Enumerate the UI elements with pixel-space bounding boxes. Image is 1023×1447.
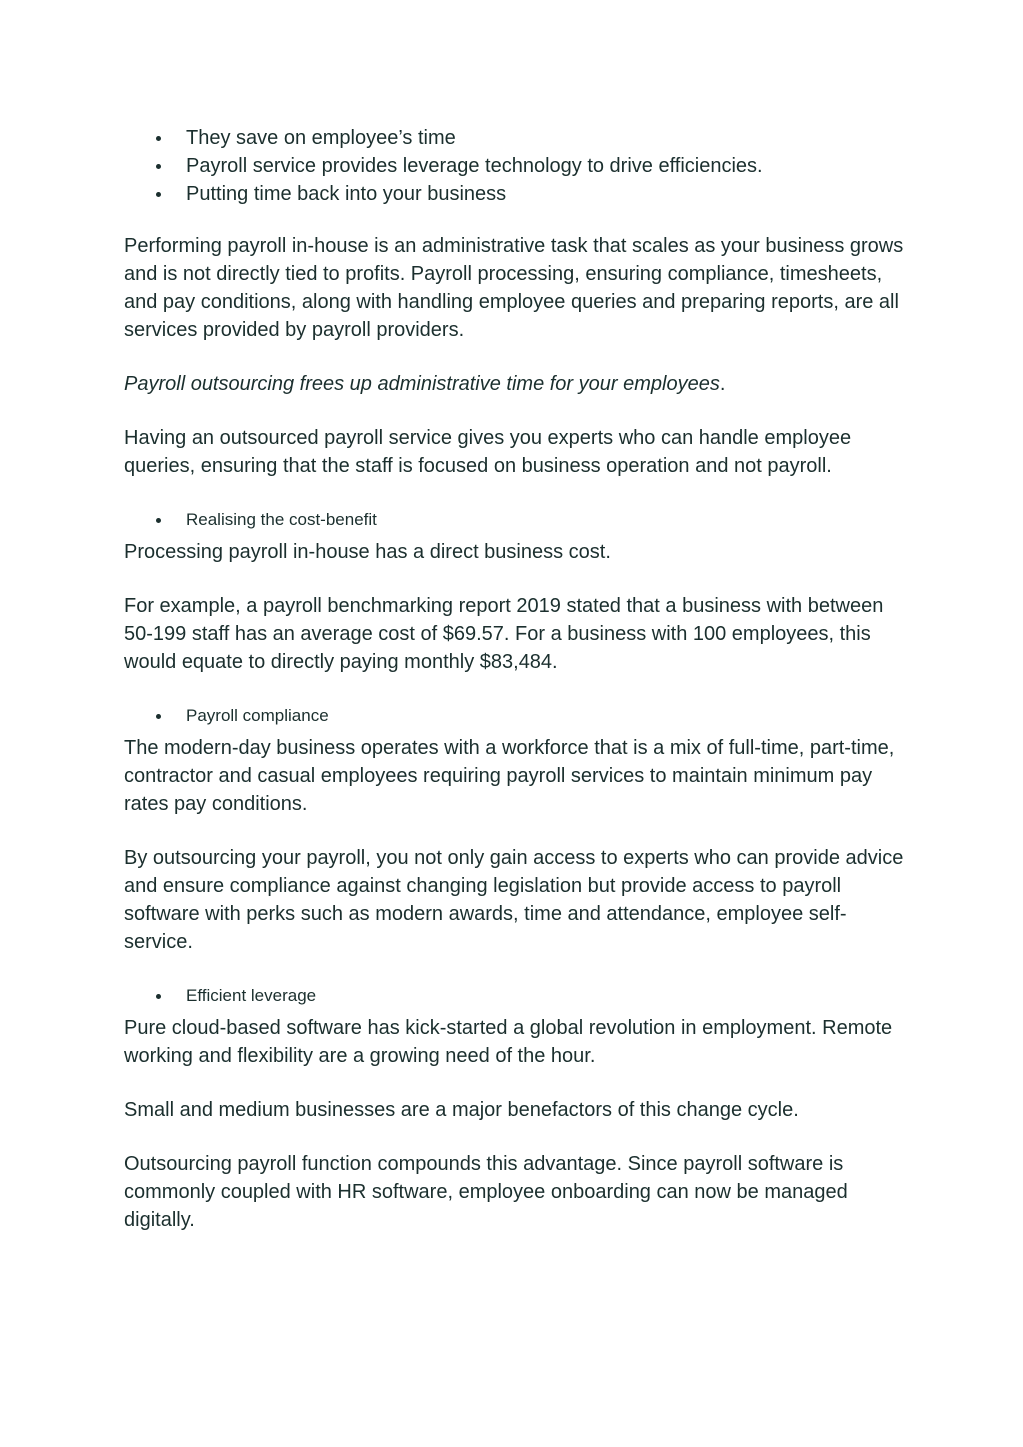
paragraph-workforce: The modern-day business operates with a workforce that is a mix of full-time, part-time, contractor and casual employees requiring payroll services to maintain minimum pay rates pay conditions. <box>124 737 895 815</box>
bullet-dot <box>156 714 161 719</box>
bullet-dot <box>156 994 161 999</box>
bullet-text: They save on employee’s time <box>186 127 456 149</box>
intro-bullet-list <box>124 124 904 208</box>
paragraph-experts: Having an outsourced payroll service gives you experts who can handle employee queries, ensuring that the staff is focused on business operation and not payroll. <box>124 427 852 477</box>
bullet-item <box>124 702 904 730</box>
paragraph-italic <box>124 370 904 398</box>
bullet-item <box>124 152 904 180</box>
paragraph-example: For example, a payroll benchmarking report 2019 stated that a business with between 50-199 staff has an average cost of $69.57. For a business with 100 employees, this would equate to directly paying monthly $83,484. <box>124 595 884 673</box>
italic-text: Payroll outsourcing frees up administrative time for your employees <box>124 373 720 395</box>
bullet-dot <box>156 136 161 141</box>
paragraph-outsourcing: By outsourcing your payroll, you not only gain access to experts who can provide advice and ensure compliance against changing legislation but provide access to payroll software with perks such as modern awards, time and attendance, employee self-service. <box>124 847 904 953</box>
bullet-item <box>124 506 904 534</box>
document-page <box>124 124 904 1234</box>
section-heading-cost <box>124 506 904 534</box>
paragraph-smb: Small and medium businesses are a major benefactors of this change cycle. <box>124 1099 799 1121</box>
bullet-item <box>124 180 904 208</box>
heading-text: Realising the cost-benefit <box>186 510 377 529</box>
bullet-dot <box>156 164 161 169</box>
paragraph-cost: Processing payroll in-house has a direct business cost. <box>124 541 611 563</box>
paragraph-cloud: Pure cloud-based software has kick-started a global revolution in employment. Remote working and flexibility are a growing need of the hour. <box>124 1017 893 1067</box>
paragraph-inhouse: Performing payroll in-house is an administrative task that scales as your business grows and is not directly tied to profits. Payroll processing, ensuring compliance, timesheets, and pay conditions, along with handling employee queries and preparing reports, are all services provided by payroll providers. <box>124 235 904 341</box>
bullet-item <box>124 982 904 1010</box>
bullet-item <box>124 124 904 152</box>
bullet-text: Putting time back into your business <box>186 183 507 205</box>
section-heading-compliance <box>124 702 904 730</box>
heading-text: Efficient leverage <box>186 986 317 1005</box>
paragraph-onboarding: Outsourcing payroll function compounds this advantage. Since payroll software is commonly coupled with HR software, employee onboarding can now be managed digitally. <box>124 1153 848 1231</box>
bullet-dot <box>156 518 161 523</box>
italic-period: . <box>719 373 726 395</box>
bullet-text: Payroll service provides leverage technology to drive efficiencies. <box>186 155 763 177</box>
heading-text: Payroll compliance <box>186 706 329 725</box>
section-heading-leverage <box>124 982 904 1010</box>
bullet-dot <box>156 192 161 197</box>
